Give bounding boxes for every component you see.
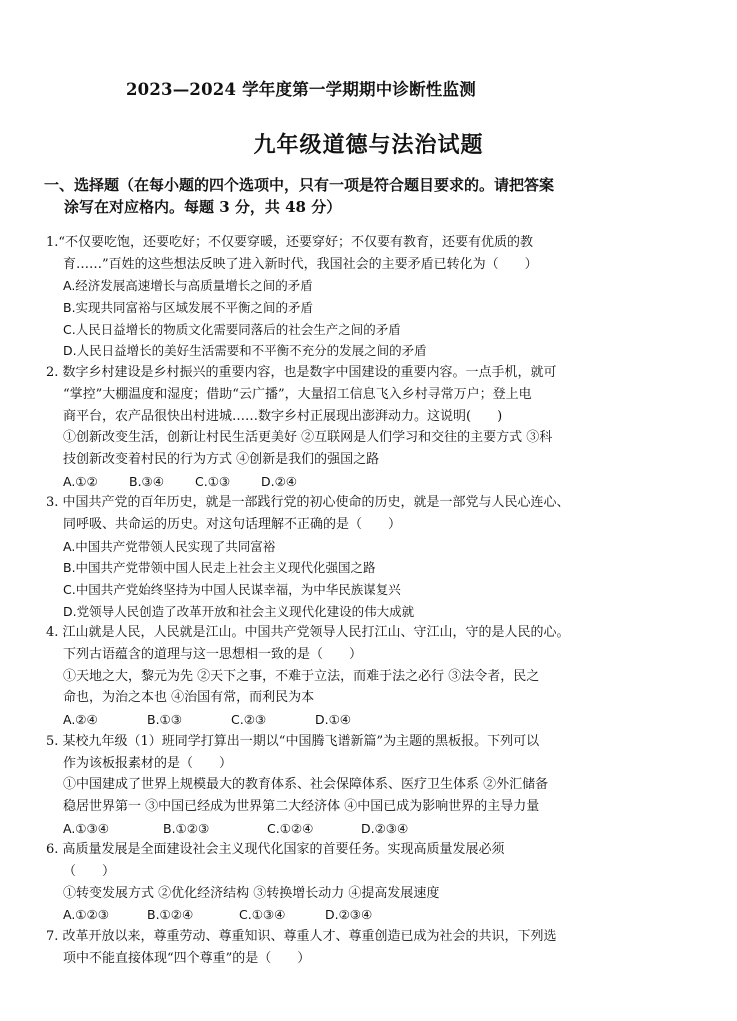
option: D.人民日益增长的美好生活需要和不平衡不充分的发展之间的矛盾: [63, 343, 427, 359]
question-text: 项中不能直接体现“四个尊重”的是（ ）: [63, 950, 311, 966]
choice-row: [46, 818, 701, 840]
choice: A.①②③: [63, 907, 109, 923]
question-3: [46, 492, 701, 622]
section-heading-line: 一、选择题（在每小题的四个选项中，只有一项是符合题目要求的。请把答案: [44, 176, 555, 194]
question-text: “掌控”大棚温度和湿度；借助“云广播”，大量招工信息飞入乡村寻常万户；登上电: [63, 386, 532, 402]
choice: C.①③④: [239, 907, 286, 923]
choice: B.③④: [129, 473, 164, 489]
choice: C.②③: [231, 712, 267, 728]
question-4: [46, 622, 701, 730]
choice: A.①③④: [63, 820, 109, 836]
question-text: 3. 中国共产党的百年历史，就是一部践行党的初心使命的历史，就是一部党与人民心连心、: [46, 495, 570, 511]
option: B.中国共产党带领中国人民走上社会主义现代化强国之路: [63, 560, 376, 576]
question-text: 2. 数字乡村建设是乡村振兴的重要内容，也是数字中国建设的重要内容。一点手机，就可: [46, 365, 557, 381]
question-text: 作为该板报素材的是（ ）: [63, 755, 233, 771]
choice: A.①②: [63, 473, 98, 489]
choice: C.①③: [195, 473, 231, 489]
option: C.中国共产党始终坚持为中国人民谋幸福，为中华民族谋复兴: [63, 582, 401, 597]
question-6: [46, 839, 701, 926]
exam-title: 九年级道德与法治试题: [253, 132, 484, 158]
option: A.经济发展高速增长与高质量增长之间的矛盾: [63, 278, 313, 294]
question-text: 命也，为治之本也 ④治国有常，而利民为本: [63, 690, 315, 706]
choice: D.②④: [261, 473, 298, 489]
choice: B.①②④: [147, 907, 194, 923]
choice: A.②④: [63, 712, 98, 728]
choice: D.②③④: [361, 820, 409, 836]
question-text: 同呼吸、共命运的历史。对这句话理解不正确的是（ ）: [63, 516, 402, 532]
option: D.党领导人民创造了改革开放和社会主义现代化建设的伟大成就: [63, 603, 415, 619]
question-7: [46, 926, 701, 969]
choice: D.②③④: [325, 907, 373, 923]
question-text: 1.“不仅要吃饱，还要吃好；不仅要穿暖，还要穿好；不仅要有教育，还要有优质的教: [46, 235, 534, 250]
question-text: 7. 改革开放以来，尊重劳动、尊重知识、尊重人才、尊重创造已成为社会的共识，下列选: [46, 929, 557, 944]
question-text: ①天地之大，黎元为先 ②天下之事，不难于立法，而难于法之必行 ③法令者，民之: [63, 668, 540, 684]
question-list: [46, 232, 701, 969]
option: B.实现共同富裕与区域发展不平衡之间的矛盾: [63, 300, 314, 316]
question-text: 6. 高质量发展是全面建设社会主义现代化国家的首要任务。实现高质量发展必须: [46, 842, 505, 858]
question-text: ①创新改变生活，创新让村民生活更美好 ②互联网是人们学习和交往的主要方式 ③科: [63, 430, 553, 446]
choice-row: [46, 471, 701, 493]
question-text: 4. 江山就是人民，人民就是江山。中国共产党领导人民打江山、守江山，守的是人民的心。: [46, 625, 570, 641]
question-text: 商平台，农产品很快出村进城……数字乡村正展现出澎湃动力。这说明( ): [63, 408, 503, 424]
question-2: [46, 362, 701, 492]
question-text: 5. 某校九年级（1）班同学打算出一期以“中国腾飞谱新篇”为主题的黑板报。下列可以: [46, 733, 540, 749]
question-5: [46, 731, 701, 839]
question-text: 技创新改变着村民的行为方式 ④创新是我们的强国之路: [63, 451, 380, 467]
choice: B.①③: [147, 712, 182, 728]
question-text: ①中国建成了世界上规模最大的教育体系、社会保障体系、医疗卫生体系 ②外汇储备: [63, 777, 549, 793]
choice: B.①②③: [163, 820, 210, 836]
choice: C.①②④: [267, 820, 314, 836]
option: A.中国共产党带领人民实现了共同富裕: [63, 538, 276, 554]
choice: D.①④: [315, 712, 352, 728]
question-text: 育……”百姓的这些想法反映了进入新时代，我国社会的主要矛盾已转化为（ ）: [63, 256, 538, 272]
section-heading-line: 涂写在对应格内。每题 3 分，共 48 分）: [64, 198, 342, 216]
question-1: [46, 232, 701, 362]
section-heading: [44, 174, 704, 218]
question-text: ①转变发展方式 ②优化经济结构 ③转换增长动力 ④提高发展速度: [63, 885, 440, 901]
question-text: 稳居世界第一 ③中国已经成为世界第二大经济体 ④中国已成为影响世界的主导力量: [63, 798, 540, 814]
question-text: 下列古语蕴含的道理与这一思想相一致的是（ ）: [63, 647, 363, 663]
option: C.人民日益增长的物质文化需要同落后的社会生产之间的矛盾: [63, 321, 401, 337]
choice-row: [46, 904, 701, 926]
exam-subtitle: 2023—2024 学年度第一学期期中诊断性监测: [126, 80, 476, 99]
question-text: （ ）: [63, 863, 116, 879]
choice-row: [46, 709, 701, 731]
